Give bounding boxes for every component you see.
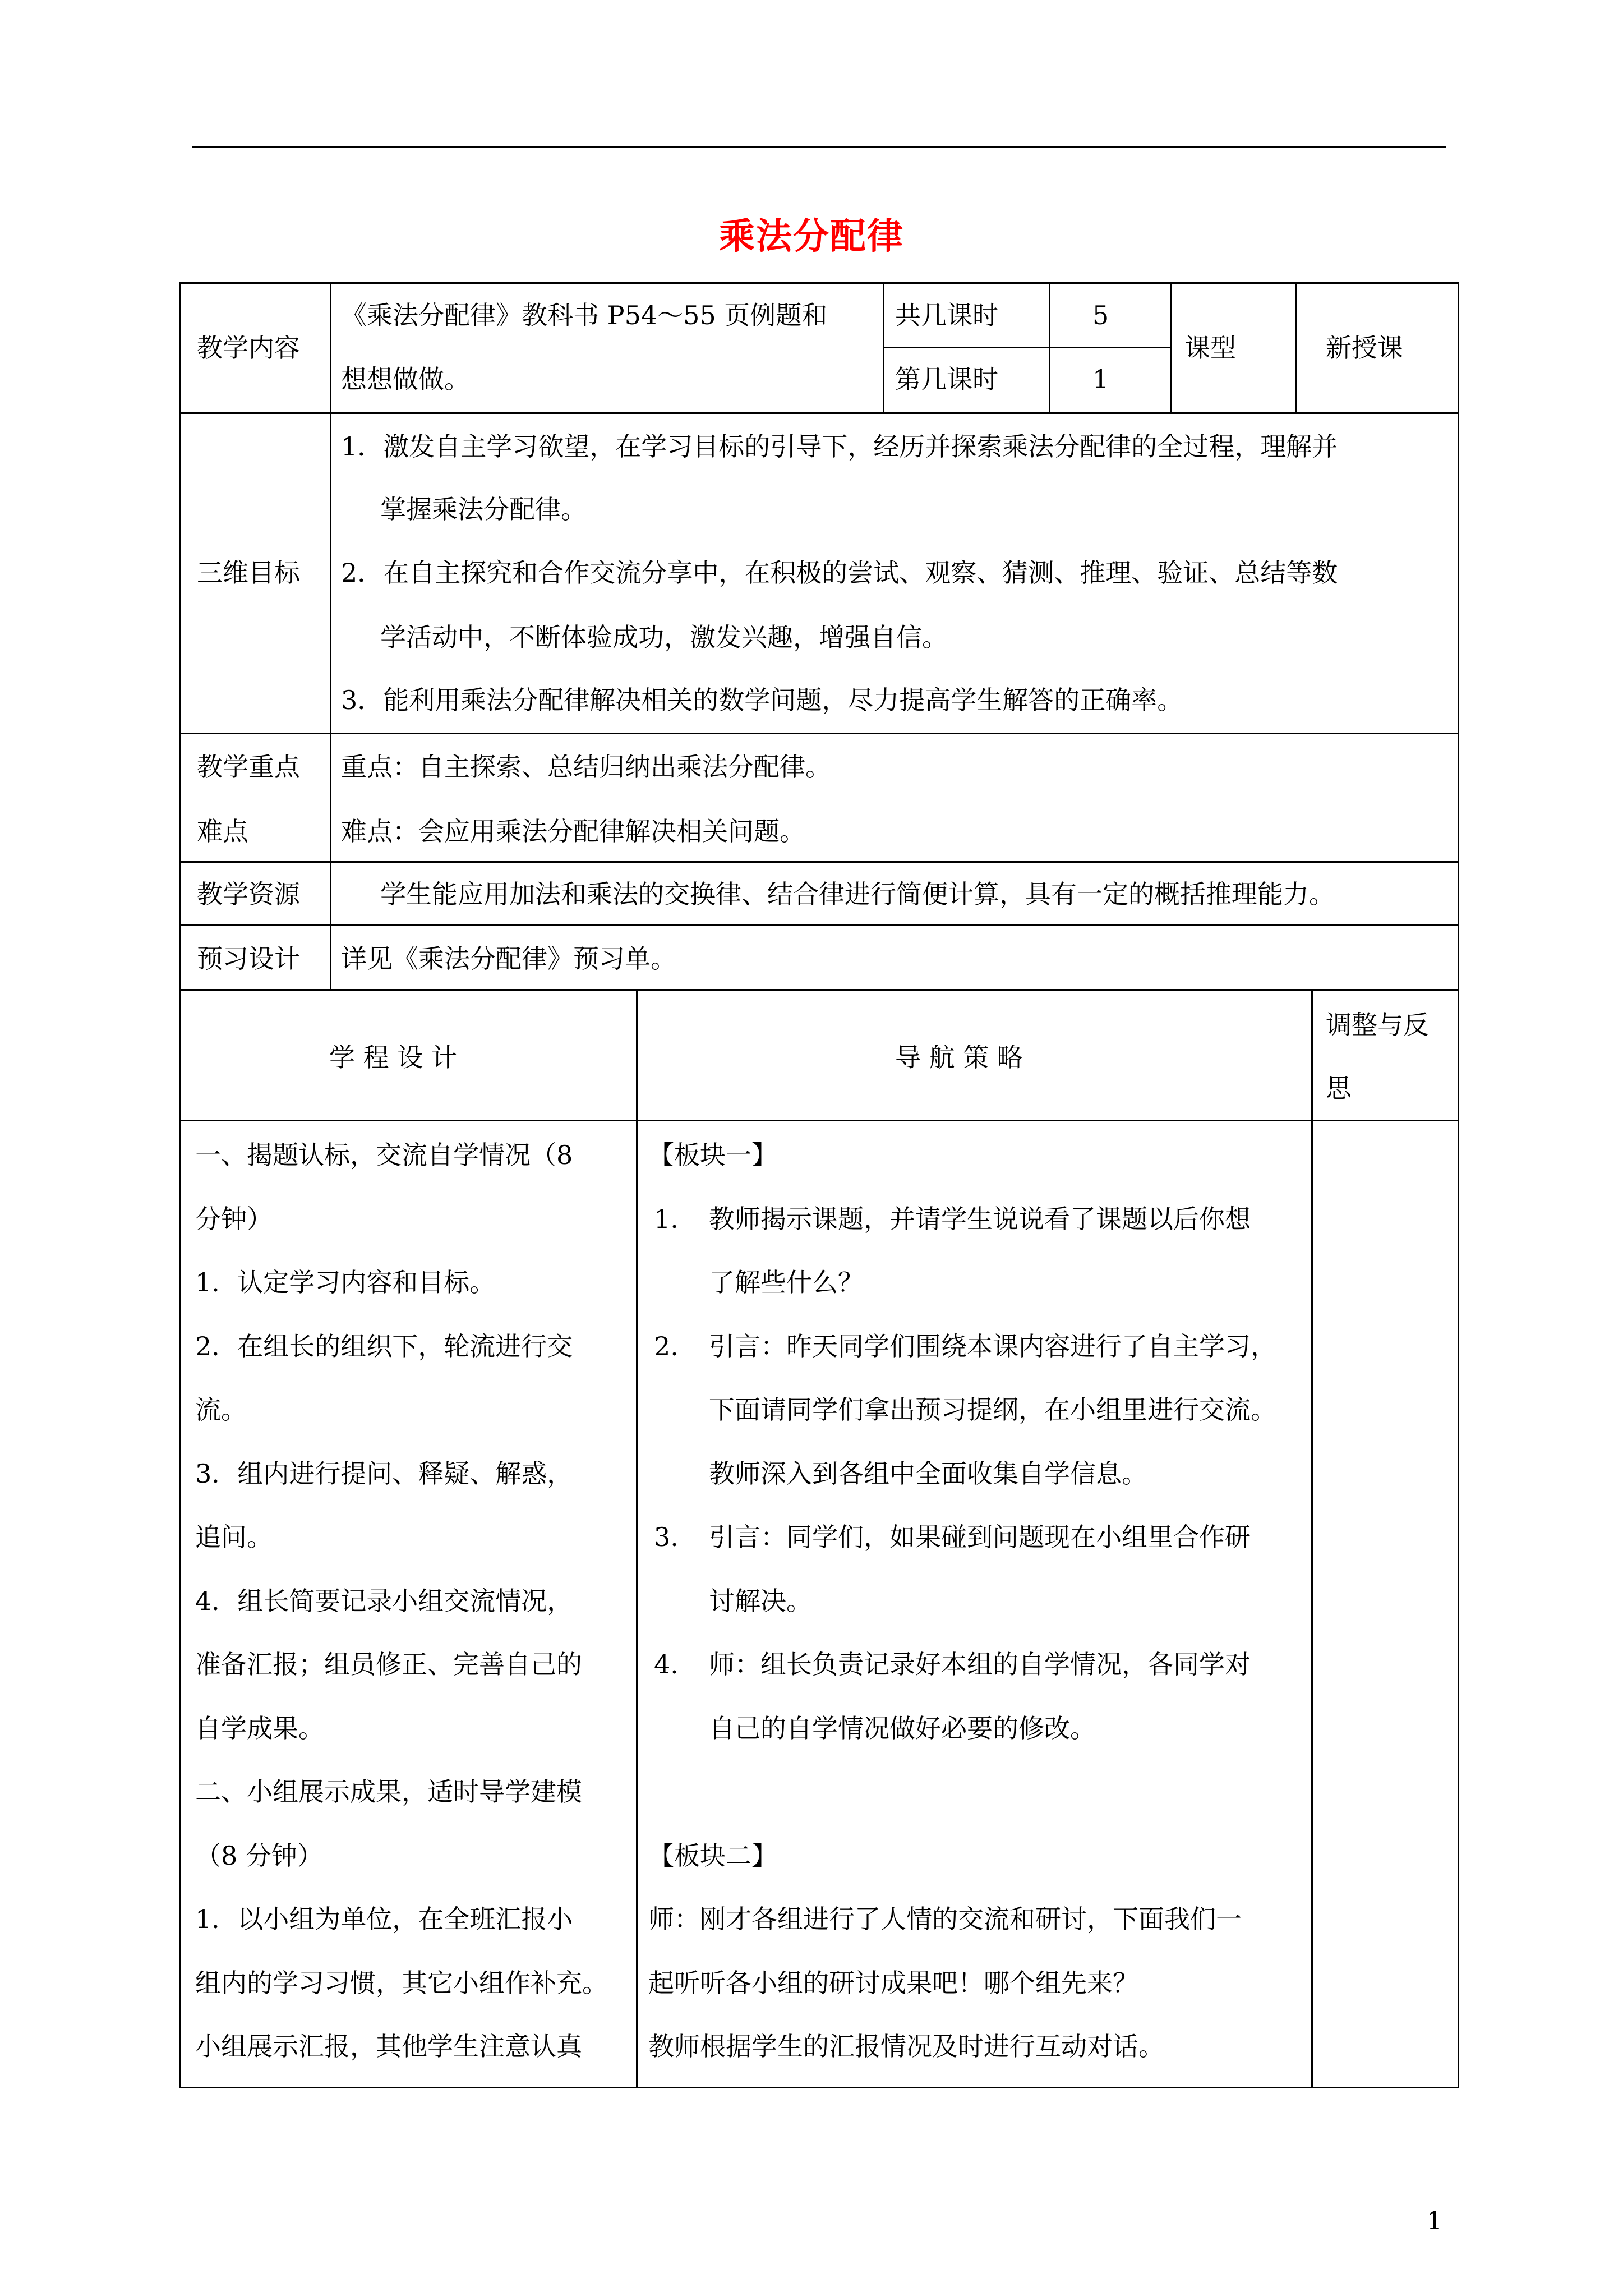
process-line: 1．以小组为单位，在全班汇报小 (195, 1904, 573, 1934)
goal-2-line1: 2．在自主探究和合作交流分享中，在积极的尝试、观察、猜测、推理、验证、总结等数 (341, 558, 1338, 588)
process-line: 一、揭题认标，交流自学情况（8 (195, 1140, 573, 1170)
table-border-right (1458, 282, 1459, 2088)
goal-1-line2: 掌握乘法分配律。 (380, 494, 587, 524)
block-one-item-3-line1: 引言：同学们，如果碰到问题现在小组里合作研 (709, 1522, 1251, 1552)
row-divider-goals (179, 733, 1459, 734)
block-one-item-number: 2. (654, 1331, 679, 1361)
process-line: 二、小组展示成果，适时导学建模 (195, 1777, 582, 1807)
label-column-divider (330, 282, 331, 991)
process-line: （8 分钟） (195, 1841, 323, 1871)
row-divider-info (179, 412, 1459, 414)
table-border-bottom (179, 2087, 1459, 2088)
block-one-item-1-line1: 教师揭示课题，并请学生说说看了课题以后你想 (709, 1204, 1251, 1234)
total-lessons-value: 5 (1092, 300, 1109, 330)
process-line: 追问。 (195, 1522, 273, 1552)
resources-label: 教学资源 (197, 879, 300, 909)
process-line: 2．在组长的组织下，轮流进行交 (195, 1331, 573, 1361)
block-one-item-2-line2: 下面请同学们拿出预习提纲，在小组里进行交流。 (709, 1395, 1276, 1425)
block-one-item-4-line1: 师：组长负责记录好本组的自学情况，各同学对 (709, 1649, 1251, 1680)
content-text-line2: 想想做做。 (341, 364, 470, 394)
process-line: 1．认定学习内容和目标。 (195, 1267, 496, 1297)
difficulty-text: 难点：会应用乘法分配律解决相关问题。 (341, 816, 805, 846)
info-divider-1 (883, 282, 884, 414)
table-border-left (179, 282, 181, 2088)
block-two-title: 【板块二】 (648, 1841, 777, 1871)
page-title: 乘法分配律 (719, 215, 904, 257)
block-one-item-3-line2: 讨解决。 (709, 1586, 812, 1616)
resources-text: 学生能应用加法和乘法的交换律、结合律进行简便计算，具有一定的概括推理能力。 (380, 879, 1335, 909)
block-one-item-1-line2: 了解些什么？ (709, 1267, 864, 1297)
process-line: 准备汇报；组员修正、完善自己的 (195, 1649, 582, 1680)
preview-text: 详见《乘法分配律》预习单。 (341, 944, 676, 974)
goals-label: 三维目标 (197, 558, 300, 588)
block-two-line2: 起听听各小组的研讨成果吧！哪个组先来？ (648, 1968, 1138, 1998)
goal-2-line2: 学活动中，不断体验成功，激发兴趣，增强自信。 (380, 622, 948, 652)
info-divider-3 (1170, 282, 1172, 414)
block-one-title: 【板块一】 (648, 1140, 777, 1170)
page-number: 1 (1427, 2207, 1442, 2235)
header-rule (192, 146, 1446, 148)
block-one-item-number: 3. (654, 1522, 679, 1552)
lesson-index-value: 1 (1092, 364, 1109, 394)
process-line: 自学成果。 (195, 1713, 324, 1743)
content-label: 教学内容 (197, 333, 300, 363)
process-line: 小组展示汇报，其他学生注意认真 (195, 2031, 582, 2062)
block-one-item-4-line2: 自己的自学情况做好必要的修改。 (709, 1713, 1096, 1743)
goal-1-line1: 1．激发自主学习欲望，在学习目标的引导下，经历并探索乘法分配律的全过程，理解并 (341, 431, 1338, 462)
adjust-column-header-line1: 调整与反 (1326, 1010, 1429, 1040)
row-divider-total-which (883, 347, 1172, 348)
total-lessons-label: 共几课时 (895, 300, 998, 330)
process-line: 分钟） (195, 1204, 273, 1234)
keypoints-label-line1: 教学重点 (197, 752, 300, 782)
process-strategy-divider (636, 989, 638, 2088)
goal-3-line1: 3．能利用乘法分配律解决相关的数学问题，尽力提高学生解答的正确率。 (341, 685, 1183, 715)
focus-text: 重点：自主探索、总结归纳出乘法分配律。 (341, 752, 831, 782)
process-line: 3．组内进行提问、释疑、解惑， (195, 1458, 573, 1489)
content-text-line1: 《乘法分配律》教科书 P54～55 页例题和 (341, 300, 828, 330)
info-divider-4 (1295, 282, 1297, 414)
row-divider-resources (179, 924, 1459, 926)
process-column-header: 学 程 设 计 (329, 1042, 457, 1073)
strategy-adjust-divider (1311, 989, 1313, 2088)
process-line: 流。 (195, 1395, 247, 1425)
lesson-type-value: 新授课 (1326, 333, 1403, 363)
lesson-type-label: 课型 (1184, 333, 1236, 363)
row-divider-preview (179, 989, 1459, 991)
block-one-item-number: 4. (654, 1649, 679, 1680)
strategy-column-header: 导 航 策 略 (895, 1042, 1023, 1073)
block-one-item-number: 1. (654, 1204, 679, 1234)
table-border-top (179, 282, 1459, 284)
block-one-item-2-line3: 教师深入到各组中全面收集自学信息。 (709, 1458, 1147, 1489)
preview-label: 预习设计 (197, 944, 300, 974)
block-two-line3: 教师根据学生的汇报情况及时进行互动对话。 (648, 2031, 1164, 2062)
row-divider-columns (179, 1120, 1459, 1121)
adjust-column-header-line2: 思 (1326, 1073, 1352, 1103)
block-one-item-2-line1: 引言：昨天同学们围绕本课内容进行了自主学习， (709, 1331, 1276, 1361)
block-two-line1: 师：刚才各组进行了人情的交流和研讨，下面我们一 (648, 1904, 1242, 1934)
keypoints-label-line2: 难点 (197, 816, 248, 846)
info-divider-2 (1049, 282, 1050, 414)
process-line: 4．组长简要记录小组交流情况， (195, 1586, 573, 1616)
lesson-index-label: 第几课时 (895, 364, 998, 394)
process-line: 组内的学习习惯，其它小组作补充。 (195, 1968, 608, 1998)
row-divider-keypoints (179, 861, 1459, 863)
